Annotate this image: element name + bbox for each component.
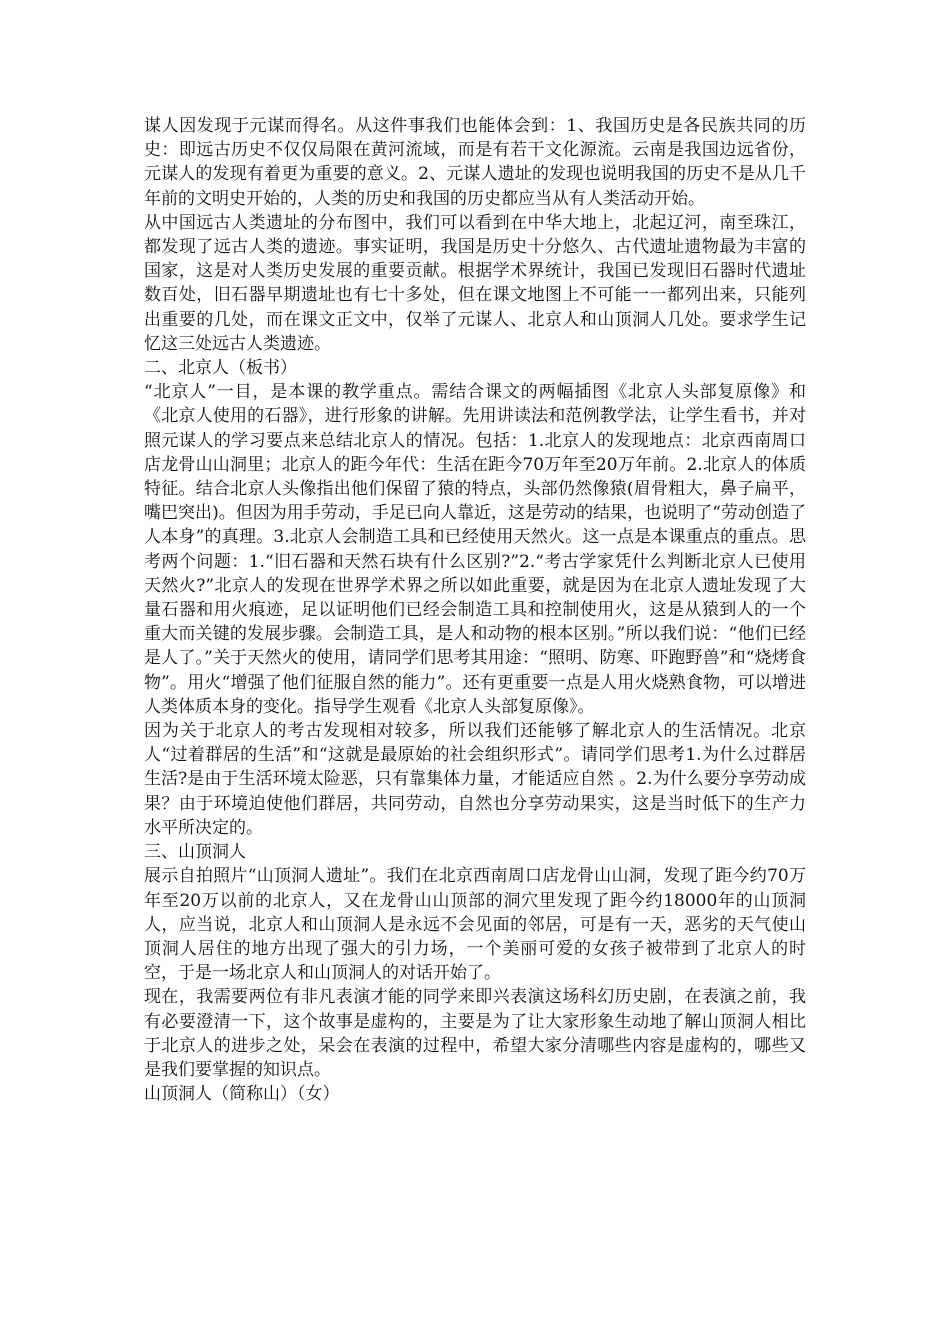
section-heading-upper-cave-man: 三、山顶洞人: [144, 842, 246, 863]
paragraph-yuanmou-significance: 谋人因发现于元谋而得名。从这件事我们也能体会到：1、我国历史是各民族共同的历史：即远古历史不仅仅局限在黄河流域，而是有若干文化源流。云南是我国边远省份，元谋人的发现有着更为重要的意义。2、元谋人遗址的发现也说明我国的历史不是从几千年前的文明史开始的，人类的历史和我国的历史都应当从有人类活动开始。: [144, 116, 806, 209]
paragraph-peking-man-life: 因为关于北京人的考古发现相对较多，所以我们还能够了解北京人的生活情况。北京人“过着群居的生活”和“这就是最原始的社会组织形式”。请同学们思考1.为什么过群居生活?是由于生活环境太险恶，只有靠集体力量，才能适应自然 。2.为什么要分享劳动成果？由于环境迫使他们群居，共同劳动，自然也分享劳动果实，这是当时低下的生产力水平所决定的。: [144, 721, 806, 838]
paragraph-site-distribution: 从中国远古人类遗址的分布图中，我们可以看到在中华大地上，北起辽河，南至珠江，都发现了远古人类的遗迹。事实证明，我国是历史十分悠久、古代遗址遗物最为丰富的国家，这是对人类历史发展的重要贡献。根据学术界统计，我国已发现旧石器时代遗址数百处，旧石器早期遗址也有七十多处，但在课文地图上不可能一一都列出来，只能列出重要的几处，而在课文正文中，仅举了元谋人、北京人和山顶洞人几处。要求学生记忆这三处远古人类遗迹。: [144, 212, 806, 354]
paragraph-performance-intro: 现在，我需要两位有非凡表演才能的同学来即兴表演这场科幻历史剧，在表演之前，我有必要澄清一下，这个故事是虚构的，主要是为了让大家形象生动地了解山顶洞人相比于北京人的进步之处，呆会在表演的过程中，希望大家分清哪些内容是虚构的，哪些又是我们要掌握的知识点。: [144, 987, 806, 1080]
role-label-upper-cave-man: 山顶洞人（简称山）（女）: [144, 1084, 340, 1105]
document-page: [144, 114, 806, 1106]
section-heading-peking-man: 二、北京人（板书）: [144, 358, 297, 379]
paragraph-peking-man-teaching: “北京人”一目，是本课的教学重点。需结合课文的两幅插图《北京人头部复原像》和《北京人使用的石器》，进行形象的讲解。先用讲读法和范例教学法，让学生看书，并对照元谋人的学习要点来总结北京人的情况。包括：1.北京人的发现地点：北京西南周口店龙骨山山洞里；北京人的距今年代：生活在距今70万年至20万年前。2.北京人的体质特征。结合北京人头像指出他们保留了猿的特点，头部仍然像猿(眉骨粗大，鼻子扁平，嘴巴突出)。但因为用手劳动，手足已向人靠近，这是劳动的结果，也说明了“劳动创造了人本身”的真理。3.北京人会制造工具和已经使用天然火。这一点是本课重点的重点。思考两个问题：1.“旧石器和天然石块有什么区别?”2.“考古学家凭什么判断北京人已使用天然火?”北京人的发现在世界学术界之所以如此重要，就是因为在北京人遗址发现了大量石器和用火痕迹，足以证明他们已经会制造工具和控制使用火，这是从猿到人的一个重大而关键的发展步骤。会制造工具，是人和动物的根本区别。”所以我们说：“他们已经是人了。”关于天然火的使用，请同学们思考其用途：“照明、防寒、吓跑野兽”和“烧烤食物”。用火“增强了他们征服自然的能力”。还有更重要一点是人用火烧熟食物，可以增进人类体质本身的变化。指导学生观看《北京人头部复原像》。: [144, 382, 806, 717]
paragraph-upper-cave-story: 展示自拍照片“山顶洞人遗址”。我们在北京西南周口店龙骨山山洞，发现了距今约70万年至20万以前的北京人，又在龙骨山山顶部的洞穴里发现了距今约18000年的山顶洞人，应当说，北京人和山顶洞人是永远不会见面的邻居，可是有一天，恶劣的天气使山顶洞人居住的地方出现了强大的引力场，一个美丽可爱的女孩子被带到了北京人的时空，于是一场北京人和山顶洞人的对话开始了。: [144, 866, 806, 984]
